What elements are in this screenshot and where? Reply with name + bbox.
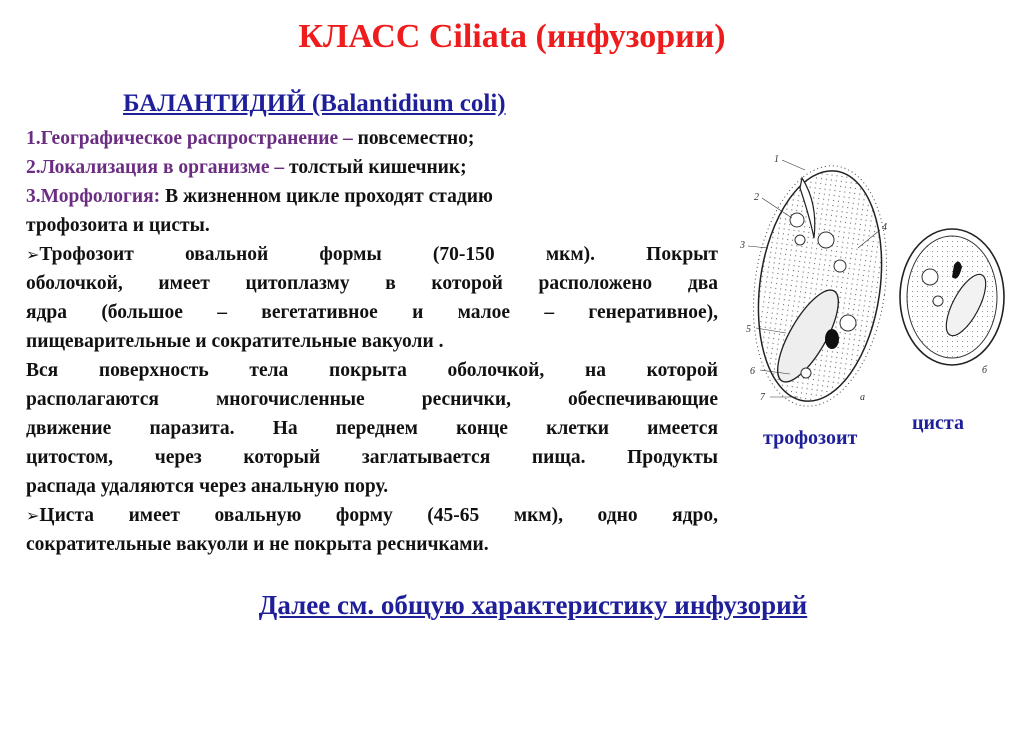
- micronucleus: [825, 329, 839, 349]
- vacuole: [818, 232, 834, 248]
- item-geography: [26, 124, 718, 153]
- slide-title: КЛАСС Ciliata (инфузории): [298, 18, 726, 55]
- item-label: 1.Географическое распространение –: [26, 128, 353, 149]
- item-localization: [26, 153, 718, 182]
- cyst-line-1: [26, 501, 718, 530]
- trophozoite-line-2: оболочкой, имеет цитоплазму в которой расположено два: [26, 273, 718, 294]
- vacuole: [801, 368, 811, 378]
- cyst-vacuole: [922, 269, 938, 285]
- trophozoite-line-1: [26, 240, 718, 269]
- label-5: 5: [746, 324, 751, 335]
- label-3: 3: [740, 240, 745, 251]
- item-label: 3.Морфология:: [26, 186, 161, 207]
- arrow-bullet-icon: ➢: [26, 506, 40, 525]
- trophozoite-line-4: пищеварительные и сократительные вакуоли .: [26, 331, 444, 352]
- item-morphology: [26, 182, 718, 211]
- label-4: 4: [882, 222, 887, 233]
- footer-link-container: [0, 590, 1024, 621]
- surface-line-3: движение паразита. На переднем конце клетки имеется: [26, 418, 718, 439]
- item-value: толстый кишечник;: [284, 157, 467, 178]
- item-value: В жизненном цикле проходят стадию: [160, 186, 493, 207]
- vacuole: [795, 235, 805, 245]
- label-6: 6: [750, 366, 755, 377]
- label-1: 1: [774, 154, 779, 165]
- caption-cyst: циста: [912, 412, 964, 434]
- surface-line-4: цитостом, через который заглатывается пища. Продукты: [26, 447, 718, 468]
- label-7: 7: [760, 392, 765, 403]
- vacuole: [840, 315, 856, 331]
- trophozoite-text: Трофозоит овальной формы (70-150 мкм). Покрыт: [39, 244, 718, 265]
- cyst-text: Циста имеет овальную форму (45-65 мкм), одно ядро,: [39, 505, 718, 526]
- surface-line-2: располагаются многочисленные реснички, обеспечивающие: [26, 389, 718, 410]
- cyst-line-2: сократительные вакуоли и не покрыта ресничками.: [26, 534, 489, 555]
- item-value: повсеместно;: [352, 128, 475, 149]
- trophozoite-line-3: ядра (большое – вегетативное и малое – генеративное),: [26, 302, 718, 323]
- vacuole: [790, 213, 804, 227]
- sub-label-a: а: [860, 392, 865, 403]
- vacuole: [834, 260, 846, 272]
- trophozoite-body: [744, 163, 895, 409]
- cyst-illustration: [896, 225, 1008, 380]
- text-block: [26, 124, 718, 559]
- morphology-continuation: трофозоита и цисты.: [26, 215, 210, 236]
- label-2: 2: [754, 192, 759, 203]
- cyst-vacuole: [933, 296, 943, 306]
- surface-line-5: распада удаляются через анальную пору.: [26, 476, 389, 497]
- slide-subtitle: БАЛАНТИДИЙ (Balantidium coli): [123, 90, 506, 117]
- arrow-bullet-icon: ➢: [26, 245, 40, 264]
- footer-link[interactable]: Далее см. общую характеристику инфузорий: [258, 590, 808, 620]
- sub-label-b: б: [982, 365, 988, 376]
- trophozoite-illustration: [730, 148, 900, 413]
- caption-trophozoite: трофозоит: [763, 427, 858, 449]
- surface-line-1: Вся поверхность тела покрыта оболочкой, на которой: [26, 360, 718, 381]
- item-label: 2.Локализация в организме –: [26, 157, 285, 178]
